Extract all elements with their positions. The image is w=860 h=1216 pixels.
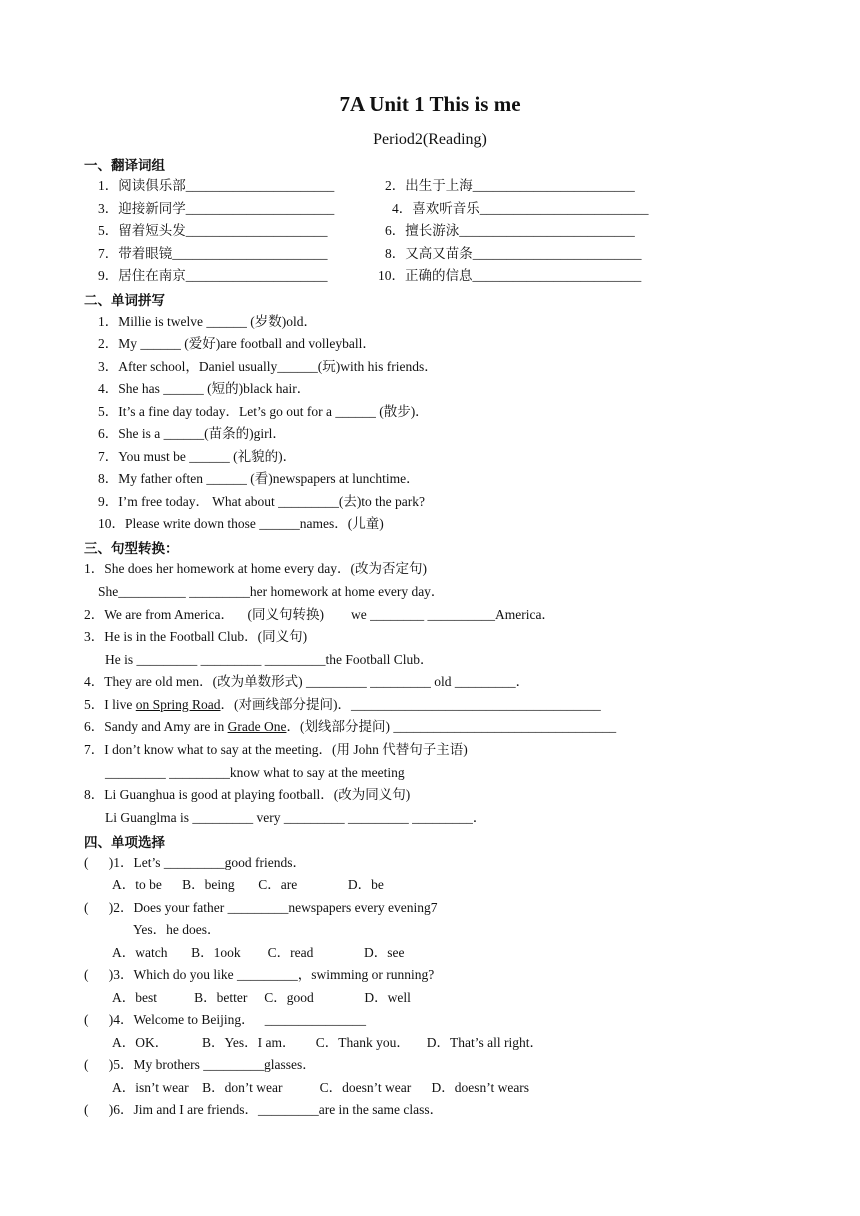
phrase-item: 10．正确的信息_________________________ <box>378 268 642 283</box>
phrase-item: 2．出生于上海________________________ <box>385 178 635 193</box>
spelling-item: 8．My father often ______ (看)newspapers at lunchtime． <box>98 471 420 486</box>
transform-item <box>84 718 616 735</box>
section-heading-1: 一、翻译词组 <box>84 158 165 174</box>
phrase-item: 5．留着短头发_____________________ <box>98 223 328 238</box>
q5-tail: ．(对画线部分提问)．_____________________________________ <box>220 697 601 712</box>
choice-question: ( )3．Which do you like _________，swimming or running? <box>84 967 435 982</box>
spelling-item: 10．Please write down those ______names．(儿童) <box>98 516 384 531</box>
choice-options: A．isn’t wear B．don’t wear C．doesn’t wear D．doesn’t wears <box>112 1080 530 1095</box>
spelling-item: 5．It’s a fine day today．Let’s go out for a ______ (散步)． <box>98 404 429 419</box>
spelling-item: 7．You must be ______ (礼貌的)． <box>98 449 297 464</box>
transform-item: 7．I don’t know what to say at the meeting．(用 John 代替句子主语) <box>84 742 468 757</box>
choice-question: ( )6．Jim and I are friends．_________are in the same class． <box>84 1102 444 1117</box>
transform-answer: She__________ _________her homework at home every day． <box>98 584 445 599</box>
spelling-item: 2．My ______ (爱好)are football and volleyball． <box>98 336 376 351</box>
q6-text: 6．Sandy and Amy are in <box>84 719 228 734</box>
section-heading-2: 二、单词拼写 <box>84 293 165 309</box>
transform-item: 8．Li Guanghua is good at playing football．(改为同义句) <box>84 787 411 802</box>
spelling-item: 9．I’m free today． What about _________(去)to the park? <box>98 494 426 509</box>
page-title: 7A Unit 1 This is me <box>339 92 521 116</box>
q6-tail: ．(划线部分提问) _________________________________ <box>286 719 617 734</box>
transform-item: 2．We are from America． (同义句转换) we ________ __________America． <box>84 607 555 622</box>
transform-answer: Li Guanglma is _________ very _________ _________ _________． <box>105 810 487 825</box>
transform-item: 1．She does her homework at home every day．(改为否定句) <box>84 561 428 576</box>
spelling-item: 1．Millie is twelve ______ (岁数)old． <box>98 314 317 329</box>
q6-underlined: Grade One <box>227 719 287 734</box>
choice-options: A．watch B．1ook C．read D．see <box>112 945 405 960</box>
transform-answer: He is _________ _________ _________the Football Club． <box>105 652 434 667</box>
section-heading-3: 三、句型转换： <box>84 541 179 557</box>
choice-options: A．best B．better C．good D．well <box>112 990 411 1005</box>
spelling-item: 3．After school，Daniel usually______(玩)with his friends． <box>98 359 438 374</box>
choice-options: A．OK． B．Yes．I am． C．Thank you． D．That’s all right． <box>112 1035 543 1050</box>
transform-item: 4．They are old men．(改为单数形式) _________ _________ old _________． <box>84 674 530 689</box>
choice-question: ( )5．My brothers _________glasses． <box>84 1057 316 1072</box>
phrase-item: 8．又高又苗条_________________________ <box>385 246 642 261</box>
section-heading-4: 四、单项选择 <box>84 835 165 851</box>
phrase-item: 9．居住在南京_____________________ <box>98 268 328 283</box>
choice-answer-line: Yes．he does． <box>133 922 221 937</box>
transform-item <box>84 696 601 713</box>
phrase-item: 3．迎接新同学______________________ <box>98 201 335 216</box>
q5-underlined: on Spring Road <box>135 697 221 712</box>
choice-question: ( )1．Let’s _________good friends． <box>84 855 306 870</box>
choice-question: ( )2．Does your father _________newspapers every evening7 <box>84 900 438 915</box>
transform-answer: _________ _________know what to say at the meeting <box>105 765 405 780</box>
phrase-item: 6．擅长游泳__________________________ <box>385 223 635 238</box>
phrase-item: 1．阅读俱乐部______________________ <box>98 178 335 193</box>
phrase-item: 7．带着眼镜_______________________ <box>98 246 328 261</box>
choice-options: A．to be B．being C．are D．be <box>112 877 384 892</box>
spelling-item: 6．She is a ______(苗条的)girl． <box>98 426 286 441</box>
transform-item: 3．He is in the Football Club．(同义句) <box>84 629 308 644</box>
choice-question: ( )4．Welcome to Beijing． _______________ <box>84 1012 367 1027</box>
phrase-item: 4．喜欢听音乐_________________________ <box>392 201 649 216</box>
spelling-item: 4．She has ______ (短的)black hair． <box>98 381 311 396</box>
q5-text: 5．I live <box>84 697 136 712</box>
page-subtitle: Period2(Reading) <box>373 131 487 148</box>
